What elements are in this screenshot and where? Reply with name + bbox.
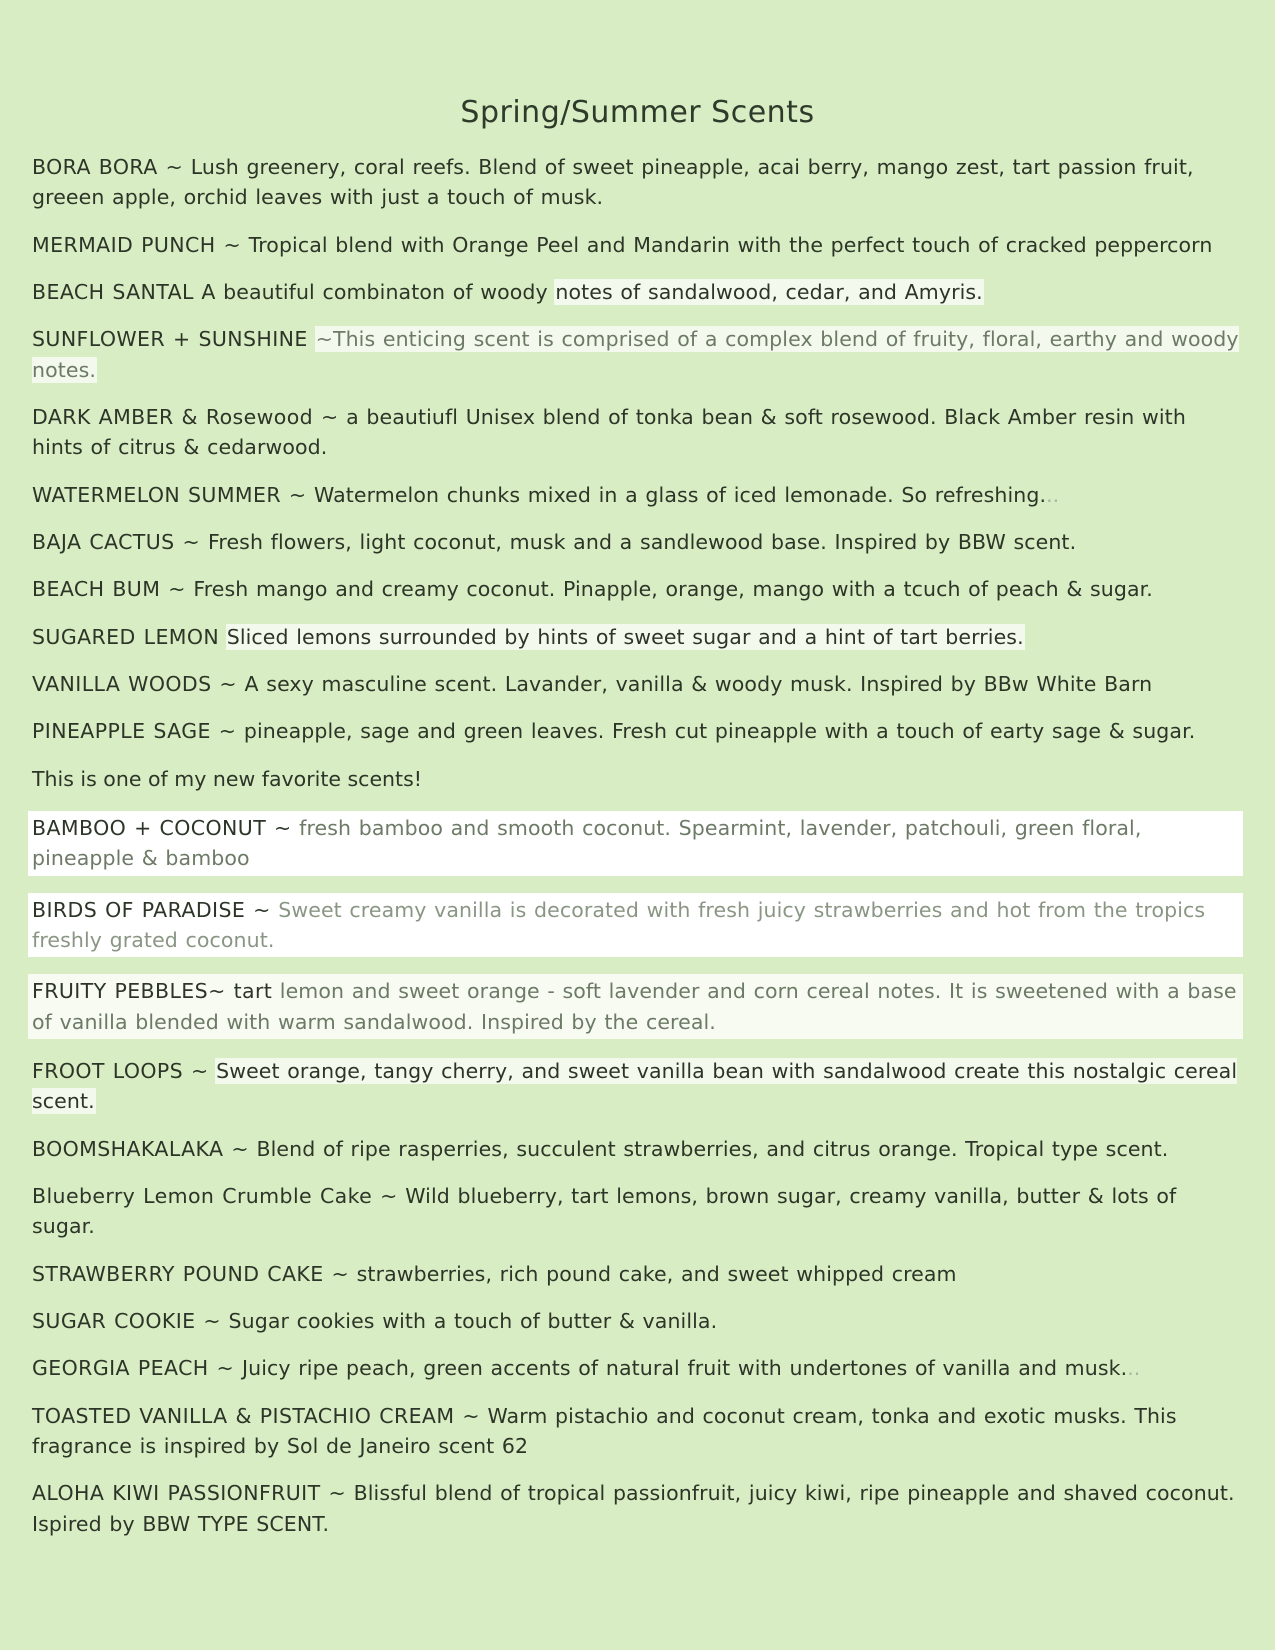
scent-entry-bora-bora xyxy=(32,152,1243,213)
scent-description: Tropical blend with Orange Peel and Mandarin with the perfect touch of cracked peppercorn xyxy=(248,232,1213,257)
scent-name: MERMAID PUNCH ~ xyxy=(32,232,242,257)
scent-description: Juicy ripe peach, green accents of natural fruit with undertones of vanilla and musk. xyxy=(242,1356,1128,1381)
scent-name: BAMBOO + COCONUT ~ xyxy=(32,815,292,840)
scent-entry-pineapple-sage xyxy=(32,716,1243,746)
scent-description: Sweet creamy vanilla is decorated with fresh juicy strawberries and hot from the tropics freshly grated coconut. xyxy=(32,897,1206,952)
scent-description: Sugar cookies with a touch of butter & vanilla. xyxy=(228,1308,718,1333)
scent-description: fresh bamboo and smooth coconut. Spearmint, lavender, patchouli, green floral, pineapple & bamboo xyxy=(32,815,1142,871)
scent-description: Fresh mango and creamy coconut. Pinapple, orange, mango with a tcuch of peach & sugar. xyxy=(193,577,1153,602)
scent-description: strawberries, rich pound cake, and sweet whipped cream xyxy=(356,1261,957,1286)
scent-name: BEACH BUM ~ xyxy=(32,577,186,602)
scent-name: BAJA CACTUS ~ xyxy=(32,529,208,554)
scent-name: VANILLA WOODS ~ xyxy=(32,671,238,696)
scent-description: pineapple, sage and green leaves. Fresh cut pineapple with a touch of earty sage & sugar. xyxy=(243,719,1196,744)
scent-description: Blissful blend of tropical passionfruit, juicy kiwi, ripe pineapple and shaved coconut. Ispired by BBW TYPE SCENT. xyxy=(32,1481,1235,1536)
scent-name: FRUITY PEBBLES~ tart xyxy=(32,979,273,1004)
scent-entry-aloha-kiwi-passionfruit xyxy=(32,1478,1243,1539)
scent-entry-sugar-cookie xyxy=(32,1306,1243,1336)
scent-name: BEACH SANTAL xyxy=(32,279,194,304)
scent-name: BORA BORA ~ xyxy=(32,155,184,179)
scent-entry-beach-santal xyxy=(32,277,1243,307)
scent-name: DARK AMBER & Rosewood ~ xyxy=(32,404,339,429)
scent-entry-beach-bum xyxy=(32,574,1243,604)
scent-description-highlight: Sweet orange, tangy cherry, and sweet vanilla bean with sandalwood create this nostalgic cereal scent. xyxy=(32,1058,1238,1114)
scent-description: A beautiful combinaton of woody xyxy=(201,279,556,304)
scent-description-highlight: ~This enticing scent is comprised of a complex blend of fruity, floral, earthy and woody notes. xyxy=(32,327,1239,382)
trailing-dots: .. xyxy=(1127,1356,1141,1381)
scent-entry-dark-amber-rosewood xyxy=(32,402,1243,463)
scent-name: BOOMSHAKALAKA ~ xyxy=(32,1136,249,1161)
scent-description: lemon and sweet orange - soft lavender and corn cereal notes. It is sweetened with a base of vanilla blended with warm sandalwood. Inspired by the cereal. xyxy=(32,979,1237,1034)
scent-entry-sugared-lemon xyxy=(32,622,1243,652)
scent-name: BIRDS OF PARADISE ~ xyxy=(32,897,271,922)
favorite-scent-note: This is one of my new favorite scents! xyxy=(32,766,422,791)
scent-entry-watermelon-summer xyxy=(32,480,1243,510)
scent-entry-sunflower-sunshine xyxy=(32,324,1243,385)
scent-name: FROOT LOOPS ~ xyxy=(32,1058,209,1083)
scent-description: Wild blueberry, tart lemons, brown sugar, creamy vanilla, butter & lots of sugar. xyxy=(32,1183,1177,1239)
scent-description-highlight: notes of sandalwood, cedar, and Amyris. xyxy=(555,279,983,304)
scent-entry-blueberry-lemon-crumble-cake xyxy=(32,1181,1243,1242)
page-title: Spring/Summer Scents xyxy=(460,95,815,130)
scent-name: SUGAR COOKIE ~ xyxy=(32,1308,222,1333)
scent-description: Fresh flowers, light coconut, musk and a sandlewood base. Inspired by BBW scent. xyxy=(207,529,1077,554)
highlight-block xyxy=(28,974,1243,1039)
scent-entry-baja-cactus xyxy=(32,527,1243,557)
scent-entry-fruity-pebbles xyxy=(32,974,1243,1039)
scent-entry-mermaid-punch xyxy=(32,230,1243,260)
scent-name: PINEAPPLE SAGE ~ xyxy=(32,719,237,744)
scent-description: a beautiufl Unisex blend of tonka bean & soft rosewood. Black Amber resin with hints of citrus & cedarwood. xyxy=(32,404,1186,460)
scent-name: SUNFLOWER + SUNSHINE xyxy=(32,327,316,352)
highlight-block xyxy=(28,893,1243,958)
scent-name: SUGARED LEMON xyxy=(32,624,220,649)
scent-name: TOASTED VANILLA & PISTACHIO CREAM ~ xyxy=(32,1403,480,1428)
scent-name: GEORGIA PEACH ~ xyxy=(32,1356,243,1381)
scent-entry-birds-of-paradise xyxy=(32,893,1243,958)
scent-description: A sexy masculine scent. Lavander, vanilla & woody musk. Inspired by BBw White Barn xyxy=(244,671,1153,696)
scent-entry-bamboo-coconut xyxy=(32,811,1243,876)
highlight-block xyxy=(28,811,1243,876)
scent-description-highlight: Sliced lemons surrounded by hints of sweet sugar and a hint of tart berries. xyxy=(226,624,1024,649)
scent-description: Lush greenery, coral reefs. Blend of sweet pineapple, acai berry, mango zest, tart passion fruit, greeen apple, orchid leaves with just a touch of musk. xyxy=(32,155,1194,210)
scent-description: Blend of ripe rasperries, succulent strawberries, and citrus orange. Tropical type scent. xyxy=(256,1136,1169,1161)
scent-name: STRAWBERRY POUND CAKE ~ xyxy=(32,1261,350,1286)
scent-name: ALOHA KIWI PASSIONFRUIT ~ xyxy=(32,1481,347,1506)
scent-entry-vanilla-woods xyxy=(32,669,1243,699)
scent-entry-froot-loops xyxy=(32,1056,1243,1117)
scent-description: Watermelon chunks mixed in a glass of iced lemonade. So refreshing. xyxy=(314,482,1047,507)
scent-entry-boomshakalaka xyxy=(32,1134,1243,1164)
trailing-dots: .. xyxy=(1046,482,1060,507)
scent-entry-georgia-peach xyxy=(32,1353,1243,1383)
scent-name: Blueberry Lemon Crumble Cake ~ xyxy=(32,1183,398,1208)
scent-name: WATERMELON SUMMER ~ xyxy=(32,482,307,507)
scent-description: Warm pistachio and coconut cream, tonka and exotic musks. This fragrance is inspired by Sol de Janeiro scent 62 xyxy=(32,1403,1177,1458)
scent-entry-toasted-vanilla-pistachio-cream xyxy=(32,1401,1243,1462)
scent-entry-strawberry-pound-cake xyxy=(32,1259,1243,1289)
